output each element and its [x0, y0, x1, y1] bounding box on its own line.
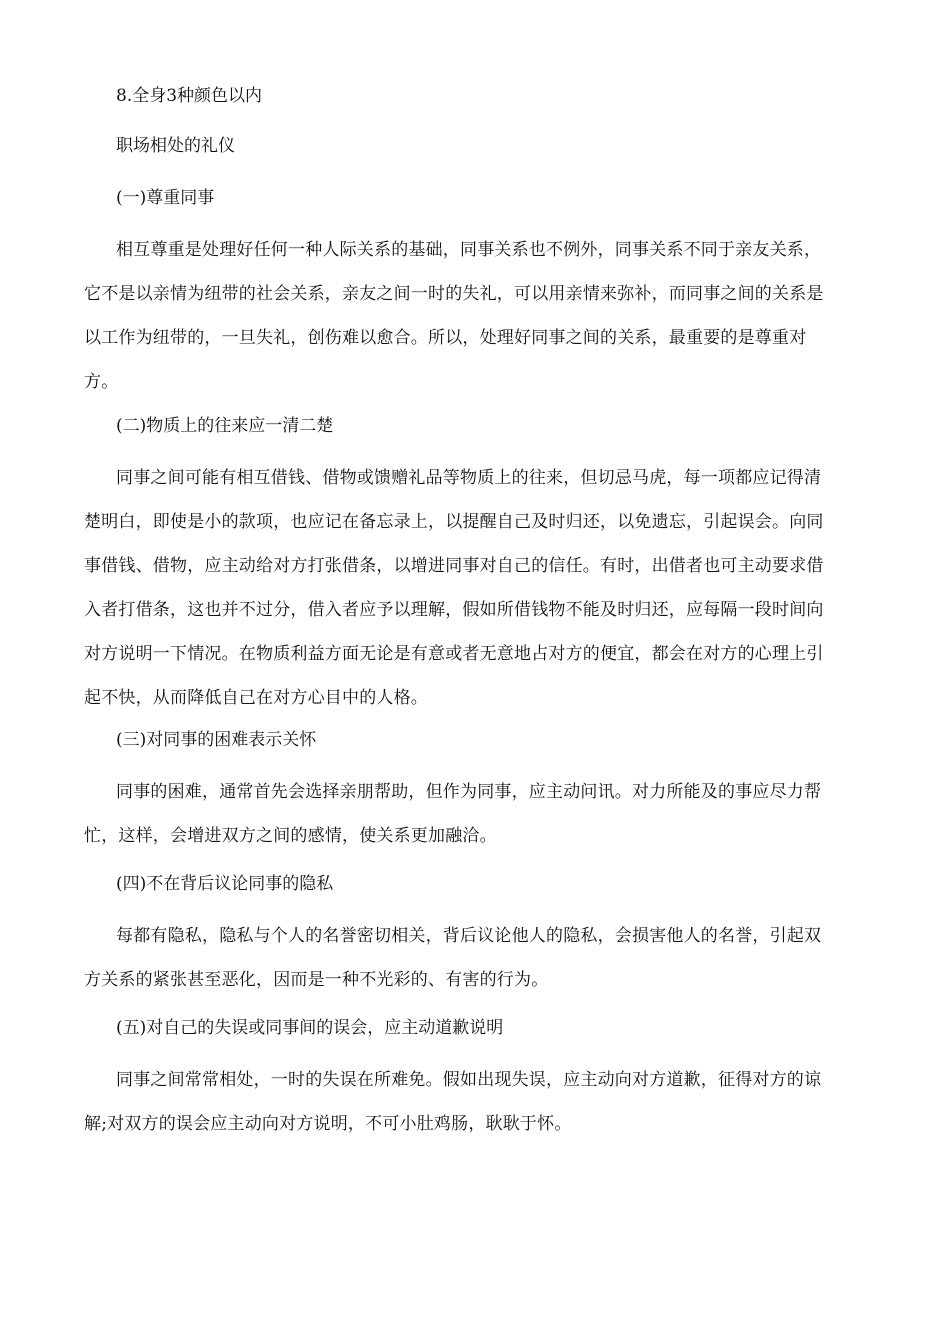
paragraph-line: 它不是以亲情为纽带的社会关系，亲友之间一时的失礼，可以用亲情来弥补，而同事之间的关系是 — [84, 284, 824, 304]
heading-3: (三)对同事的困难表示关怀 — [116, 730, 317, 750]
paragraph-line: 同事之间可能有相互借钱、借物或馈赠礼品等物质上的往来，但切忌马虎，每一项都应记得清 — [116, 468, 822, 488]
heading-5: (五)对自己的失误或同事间的误会，应主动道歉说明 — [116, 1018, 504, 1038]
paragraph-line: 对方说明一下情况。在物质利益方面无论是有意或者无意地占对方的便宜，都会在对方的心理上引 — [84, 644, 824, 664]
paragraph-1 — [84, 228, 860, 404]
list-item-8: 8.全身3种颜色以内 — [116, 86, 263, 106]
paragraph-line: 相互尊重是处理好任何一种人际关系的基础，同事关系也不例外，同事关系不同于亲友关系， — [116, 240, 822, 260]
paragraph-line: 同事的困难，通常首先会选择亲朋帮助，但作为同事，应主动问讯。对力所能及的事应尽力帮 — [116, 782, 822, 802]
paragraph-line: 方关系的紧张甚至恶化，因而是一种不光彩的、有害的行为。 — [84, 970, 549, 990]
paragraph-3 — [84, 770, 860, 858]
paragraph-2 — [84, 456, 860, 720]
paragraph-line: 楚明白，即使是小的款项，也应记在备忘录上，以提醒自己及时归还，以免遗忘，引起误会。向同 — [84, 512, 824, 532]
paragraph-line: 以工作为纽带的，一旦失礼，创伤难以愈合。所以，处理好同事之间的关系，最重要的是尊重对 — [84, 328, 807, 348]
paragraph-4 — [84, 914, 860, 1002]
paragraph-line: 入者打借条，这也并不过分，借入者应予以理解，假如所借钱物不能及时归还，应每隔一段时间向 — [84, 600, 824, 620]
heading-4: (四)不在背后议论同事的隐私 — [116, 874, 334, 894]
paragraph-line: 方。 — [84, 372, 119, 392]
section-title: 职场相处的礼仪 — [116, 136, 235, 156]
paragraph-line: 起不快，从而降低自己在对方心目中的人格。 — [84, 688, 428, 708]
heading-2: (二)物质上的往来应一清二楚 — [116, 416, 334, 436]
paragraph-line: 每都有隐私，隐私与个人的名誉密切相关，背后议论他人的隐私，会损害他人的名誉，引起双 — [116, 926, 822, 946]
paragraph-line: 事借钱、借物，应主动给对方打张借条，以增进同事对自己的信任。有时，出借者也可主动要求借 — [84, 556, 824, 576]
paragraph-line: 忙，这样，会增进双方之间的感情，使关系更加融洽。 — [84, 826, 497, 846]
paragraph-line: 同事之间常常相处，一时的失误在所难免。假如出现失误，应主动向对方道歉，征得对方的谅 — [116, 1070, 822, 1090]
paragraph-line: 解;对双方的误会应主动向对方说明，不可小肚鸡肠，耿耿于怀。 — [84, 1114, 572, 1134]
heading-1: (一)尊重同事 — [116, 188, 215, 208]
paragraph-5 — [84, 1058, 860, 1146]
